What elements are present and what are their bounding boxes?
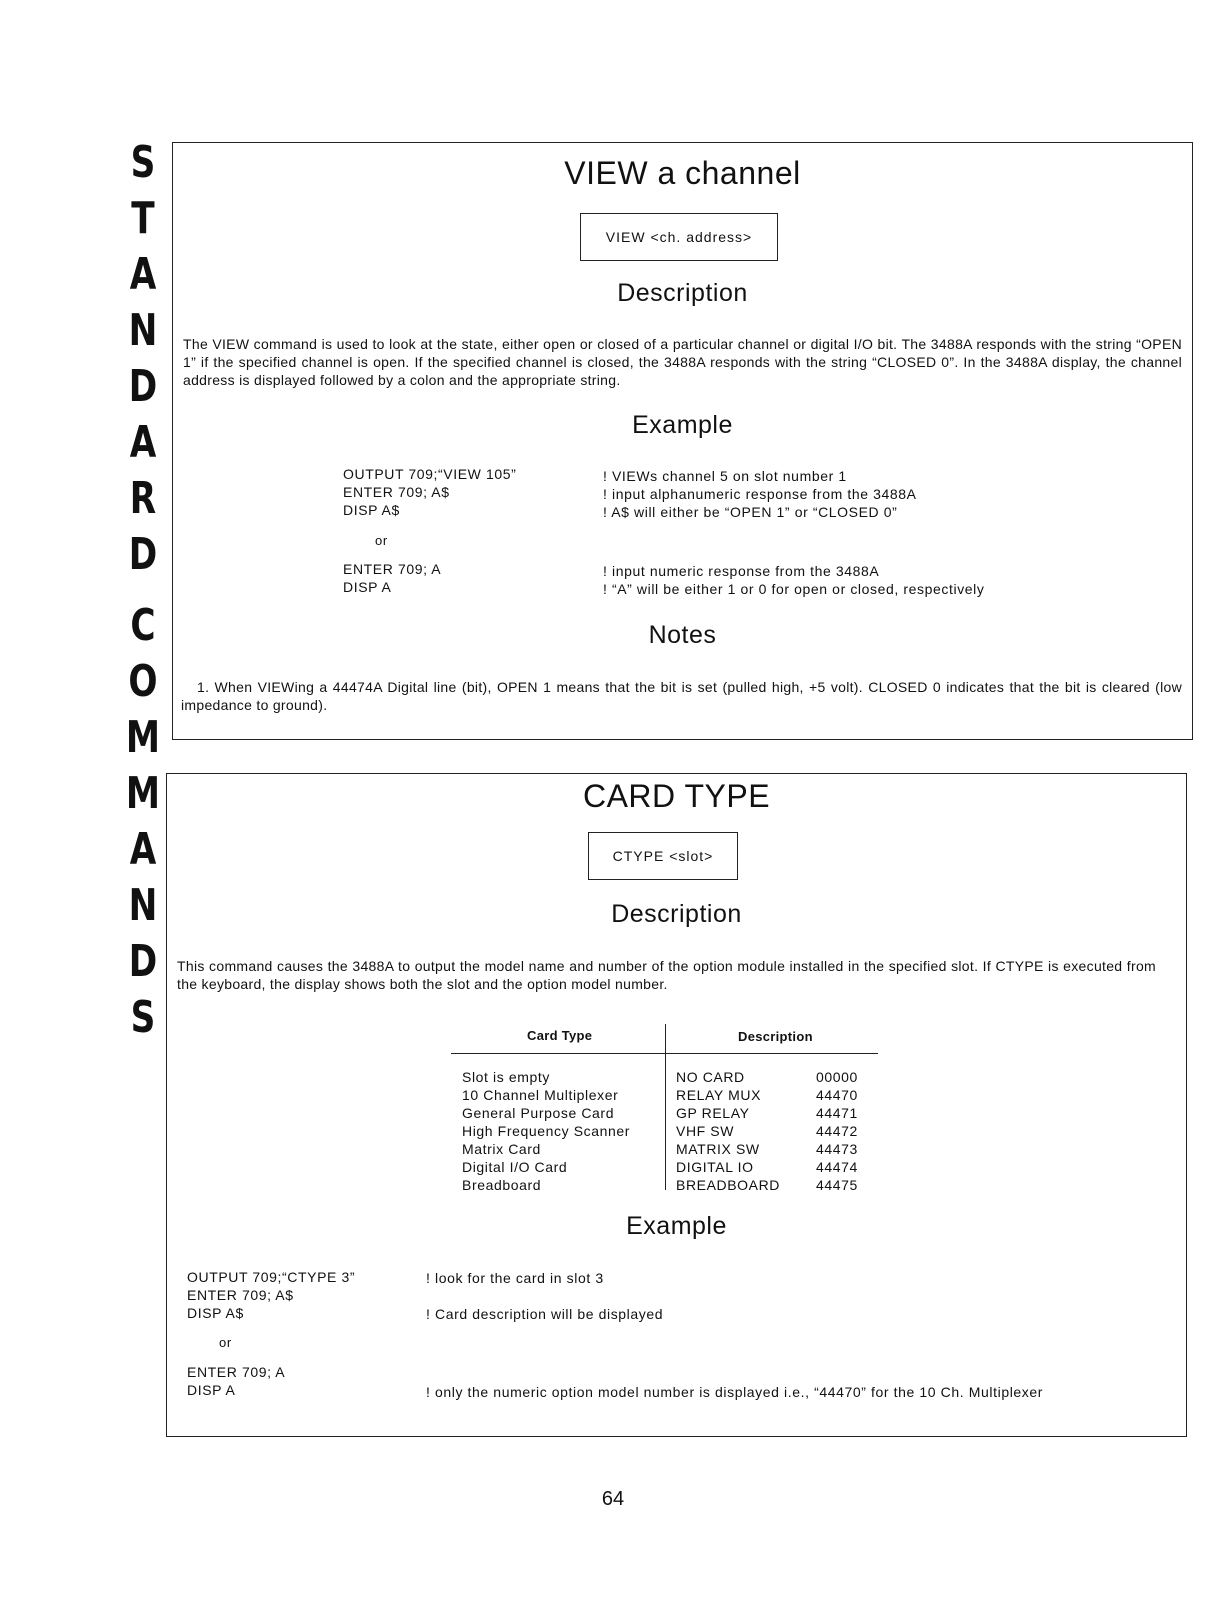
sidebar-letter: N <box>128 880 158 931</box>
view-description-heading: Description <box>617 279 748 307</box>
table-header-description: Description <box>738 1029 813 1044</box>
sidebar-letter: M <box>125 712 161 763</box>
sidebar-letter: S <box>130 992 156 1043</box>
table-horizontal-rule <box>451 1053 878 1054</box>
sidebar-title-2 <box>124 598 163 1046</box>
view-code-comment: ! “A” will be either 1 or 0 for open or closed, respectively <box>603 581 985 597</box>
sidebar-letter: N <box>128 305 158 356</box>
ctype-title: CARD TYPE <box>582 778 771 814</box>
table-cell: DIGITAL IO <box>676 1159 754 1175</box>
view-code-comment: ! input alphanumeric response from the 3488A <box>603 486 917 502</box>
sidebar-letter: D <box>128 361 158 412</box>
table-vertical-rule <box>665 1024 666 1190</box>
table-cell: RELAY MUX <box>676 1087 762 1103</box>
table-cell: MATRIX SW <box>676 1141 760 1157</box>
view-notes-heading: Notes <box>648 621 717 649</box>
view-description: The VIEW command is used to look at the state, either open or closed of a particular channel or digital I/O bit. The 3488A responds with the string “OPEN 1” if the specified channel is open. If the specified channel is closed, the 3488A responds with the string “CLOSED 0”. In the 3488A display, the channel address is displayed followed by a colon and the appropriate string. <box>183 336 1182 388</box>
page-number: 64 <box>601 1488 625 1510</box>
sidebar-letter: A <box>129 417 157 468</box>
ctype-code-comment: ! look for the card in slot 3 <box>426 1270 604 1286</box>
table-cell: GP RELAY <box>676 1105 750 1121</box>
table-cell: Matrix Card <box>462 1141 541 1157</box>
sidebar-letter: A <box>129 249 157 300</box>
sidebar-letter: T <box>131 193 155 244</box>
table-column-card-type <box>462 1068 630 1194</box>
view-code-cmd: ENTER 709; A <box>343 561 442 577</box>
table-cell: High Frequency Scanner <box>462 1123 631 1139</box>
table-cell: Digital I/O Card <box>462 1159 568 1175</box>
view-code-comment: ! VIEWs channel 5 on slot number 1 <box>603 468 847 484</box>
ctype-code-cmd: DISP A$ <box>187 1305 244 1321</box>
ctype-code-cmd: ENTER 709; A <box>187 1364 286 1380</box>
table-cell: 44472 <box>816 1123 858 1139</box>
ctype-syntax: CTYPE <slot> <box>588 832 738 880</box>
table-cell: 10 Channel Multiplexer <box>462 1087 619 1103</box>
view-code-cmd: ENTER 709; A$ <box>343 484 450 500</box>
table-column-name <box>676 1068 780 1194</box>
table-cell: Slot is empty <box>462 1069 550 1085</box>
sidebar-letter: S <box>130 137 156 188</box>
table-cell: General Purpose Card <box>462 1105 615 1121</box>
ctype-description-heading: Description <box>611 900 742 928</box>
view-code-cmd: OUTPUT 709;“VIEW 105” <box>343 466 517 482</box>
ctype-example-heading: Example <box>626 1212 727 1240</box>
sidebar-letter: D <box>128 936 158 987</box>
view-note: 1. When VIEWing a 44474A Digital line (bit), OPEN 1 means that the bit is set (pulled high, +5 volt). CLOSED 0 indicates that the bit is cleared (low impedance to ground). <box>181 679 1182 713</box>
table-cell: BREADBOARD <box>676 1177 781 1193</box>
view-syntax: VIEW <ch. address> <box>580 213 778 261</box>
sidebar-title <box>124 135 163 583</box>
table-column-number <box>816 1068 858 1194</box>
ctype-code-cmd: OUTPUT 709;“CTYPE 3” <box>187 1269 356 1285</box>
table-cell: Breadboard <box>462 1177 542 1193</box>
sidebar-letter: M <box>125 768 161 819</box>
ctype-code-comment: ! only the numeric option model number is displayed i.e., “44470” for the 10 Ch. Multiplexer <box>426 1384 1044 1400</box>
ctype-description: This command causes the 3488A to output the model name and number of the option module installed in the specified slot. If CTYPE is executed from the keyboard, the display shows both the slot and the option model number. <box>177 958 1156 992</box>
table-cell: 44474 <box>816 1159 858 1175</box>
table-cell: 44471 <box>816 1105 858 1121</box>
sidebar-letter: R <box>129 473 157 524</box>
table-cell: 44475 <box>816 1177 858 1193</box>
table-cell: 44473 <box>816 1141 858 1157</box>
ctype-code-cmd: DISP A <box>187 1382 236 1398</box>
sidebar-letter: C <box>130 600 156 651</box>
table-header-card-type: Card Type <box>527 1028 593 1043</box>
view-title: VIEW a channel <box>564 155 801 191</box>
table-cell: NO CARD <box>676 1069 745 1085</box>
sidebar-letter: A <box>129 824 157 875</box>
ctype-code-cmd: ENTER 709; A$ <box>187 1287 294 1303</box>
table-cell: VHF SW <box>676 1123 735 1139</box>
ctype-command-box <box>166 773 1187 1437</box>
view-code-cmd: DISP A$ <box>343 502 400 518</box>
ctype-code-or: or <box>219 1335 232 1350</box>
view-example-heading: Example <box>632 411 733 439</box>
sidebar-letter: D <box>128 529 158 580</box>
ctype-code-comment: ! Card description will be displayed <box>426 1306 664 1322</box>
view-code-cmd: DISP A <box>343 579 392 595</box>
view-code-or: or <box>375 533 388 548</box>
view-code-comment: ! A$ will either be “OPEN 1” or “CLOSED 0” <box>603 504 898 520</box>
table-cell: 00000 <box>816 1069 858 1085</box>
table-cell: 44470 <box>816 1087 858 1103</box>
view-command-box <box>172 142 1193 740</box>
view-code-comment: ! input numeric response from the 3488A <box>603 563 880 579</box>
sidebar-letter: O <box>128 656 158 707</box>
